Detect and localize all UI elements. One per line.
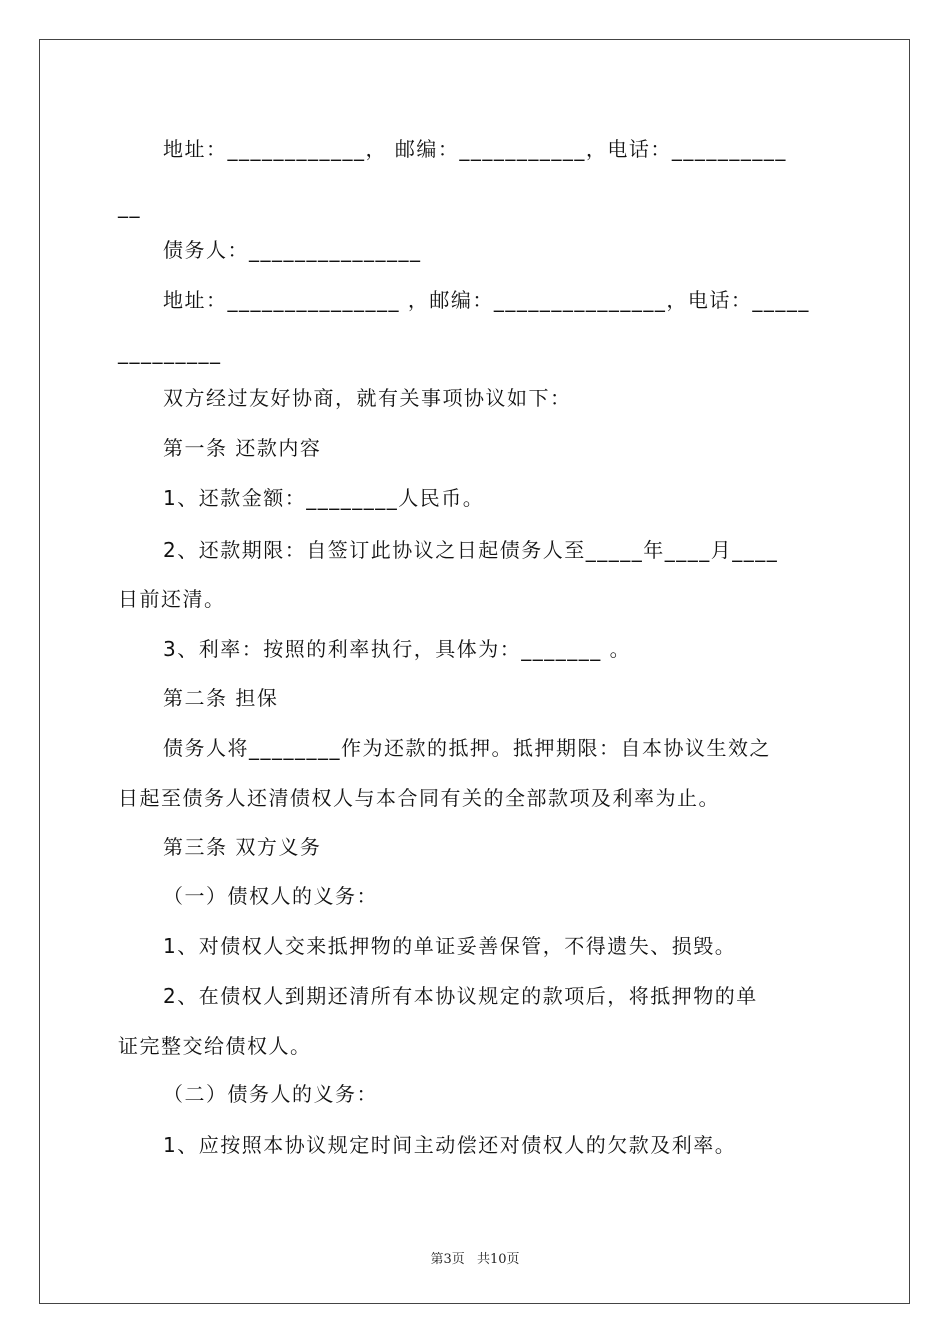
- article-3-heading: 第三条 双方义务: [163, 835, 322, 859]
- creditor-address-line: 地址：____________， 邮编：___________，电话：__________: [163, 137, 787, 161]
- creditor-obligation-1: 1、对债权人交来抵押物的单证妥善保管，不得遗失、损毁。: [163, 934, 737, 958]
- debtor-obligation-1: 1、应按照本协议规定时间主动偿还对债权人的欠款及利率。: [163, 1133, 737, 1157]
- page-number: 第3页: [430, 1252, 465, 1267]
- debtor-address-line-continued: _________: [118, 340, 222, 364]
- debtor-obligations-heading: （二）债务人的义务：: [163, 1082, 378, 1106]
- creditor-obligation-2: 2、在债权人到期还清所有本协议规定的款项后，将抵押物的单: [163, 984, 758, 1008]
- repayment-amount: 1、还款金额：________人民币。: [163, 486, 485, 510]
- debtor-line: 债务人：_______________: [163, 238, 422, 262]
- debtor-address-line: 地址：_______________ ，邮编：_______________，电话：_____: [163, 288, 810, 312]
- guarantee-clause-continued: 日起至债务人还清债权人与本合同有关的全部款项及利率为止。: [118, 786, 720, 810]
- guarantee-clause: 债务人将________作为还款的抵押。抵押期限：自本协议生效之: [163, 736, 771, 760]
- agreement-intro: 双方经过友好协商，就有关事项协议如下：: [163, 386, 572, 410]
- page-footer: [0, 1248, 950, 1267]
- creditor-obligations-heading: （一）债权人的义务：: [163, 884, 378, 908]
- article-1-heading: 第一条 还款内容: [163, 436, 322, 460]
- repayment-term: 2、还款期限：自签订此协议之日起债务人至_____年____月____: [163, 538, 779, 562]
- creditor-address-line-continued: __: [118, 194, 141, 218]
- interest-rate: 3、利率：按照的利率执行，具体为：_______ 。: [163, 637, 632, 661]
- page-border: [39, 39, 910, 1304]
- total-pages: 共10页: [476, 1252, 520, 1267]
- repayment-term-continued: 日前还清。: [118, 587, 226, 611]
- creditor-obligation-2-continued: 证完整交给债权人。: [118, 1034, 312, 1058]
- article-2-heading: 第二条 担保: [163, 686, 279, 710]
